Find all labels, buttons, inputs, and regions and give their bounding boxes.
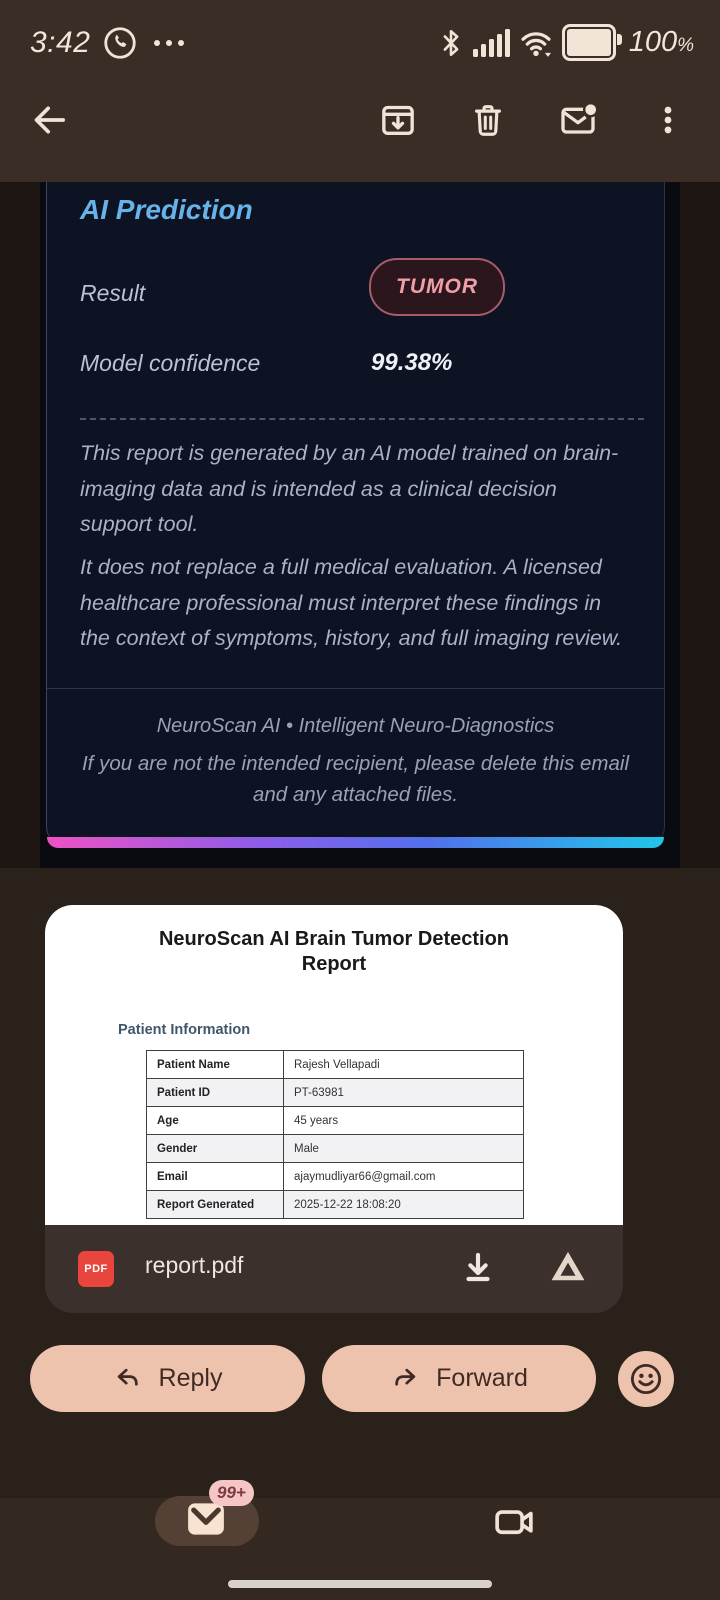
battery-percent: 100%: [628, 26, 694, 58]
confidence-label: Model confidence: [80, 350, 261, 376]
patient-table: [146, 1050, 524, 1219]
archive-button[interactable]: [376, 98, 420, 142]
dashed-divider: [80, 418, 644, 420]
result-label: Result: [80, 280, 146, 306]
email-content-card: [46, 182, 665, 848]
overflow-menu-button[interactable]: [646, 98, 690, 142]
forward-label: Forward: [436, 1364, 528, 1392]
table-row: Patient ID PT-63981: [147, 1078, 523, 1106]
reply-arrow-icon: [113, 1366, 143, 1392]
whatsapp-notification-icon: [102, 25, 138, 61]
disclaimer-paragraph-1: This report is generated by an AI model trained on brain-imaging data and is intended as a clinical decision support tool.: [80, 441, 619, 536]
top-chrome: [0, 0, 720, 182]
attachment-file-bar[interactable]: [45, 1225, 623, 1313]
signal-strength-icon: [472, 28, 510, 58]
footer-notice: If you are not the intended recipient, please delete this email and any attached files.: [81, 752, 629, 806]
video-camera-icon: [492, 1500, 536, 1544]
pdf-preview[interactable]: [45, 905, 623, 1225]
table-row: Patient Name Rajesh Vellapadi: [147, 1051, 523, 1078]
email-footer: [47, 688, 664, 837]
forward-arrow-icon: [390, 1366, 420, 1392]
disclaimer-paragraph-2: It does not replace a full medical evaluation. A licensed healthcare professional must interpret these findings in the context of symptoms, history, and full imaging review.: [80, 555, 623, 650]
email-body-scroll-area[interactable]: [40, 182, 680, 868]
table-row: Age 45 years: [147, 1106, 523, 1134]
pdf-file-icon: PDF: [78, 1251, 114, 1287]
pdf-report-title: NeuroScan AI Brain Tumor Detection Report: [158, 928, 510, 975]
mail-tab[interactable]: [155, 1483, 259, 1546]
download-attachment-button[interactable]: [455, 1245, 501, 1291]
mark-unread-button[interactable]: [556, 98, 600, 142]
emoji-reaction-button[interactable]: [618, 1351, 674, 1407]
unread-count-badge: 99+: [209, 1480, 254, 1506]
result-value-badge: TUMOR: [369, 258, 505, 316]
delete-button[interactable]: [466, 98, 510, 142]
reply-button[interactable]: [30, 1345, 305, 1412]
video-call-tab[interactable]: [490, 1498, 538, 1546]
smiley-icon: [627, 1360, 665, 1398]
footer-brand-line: NeuroScan AI • Intelligent Neuro-Diagnostics: [156, 715, 555, 737]
attachment-card[interactable]: [45, 905, 623, 1313]
save-to-drive-button[interactable]: [545, 1245, 591, 1291]
table-row: Email ajaymudliyar66@gmail.com: [147, 1162, 523, 1190]
back-button[interactable]: [26, 97, 72, 143]
confidence-value: 99.38%: [371, 349, 453, 376]
bluetooth-icon: [439, 28, 463, 58]
gesture-handle[interactable]: [228, 1580, 492, 1588]
attachment-filename: report.pdf: [145, 1252, 244, 1278]
wifi-icon: [519, 28, 553, 58]
more-notifications-icon: [154, 40, 184, 46]
table-row: Report Generated 2025-12-22 18:08:20: [147, 1190, 523, 1218]
email-section-title: AI Prediction: [80, 194, 253, 225]
patient-information-heading: Patient Information: [118, 1022, 251, 1038]
clock: 3:42: [30, 25, 91, 59]
bottom-navigation: [0, 1483, 720, 1600]
battery-icon: [562, 24, 616, 61]
status-bar: [0, 0, 720, 85]
table-row: Gender Male: [147, 1134, 523, 1162]
reply-label: Reply: [158, 1364, 223, 1392]
footer-gradient-bar: [47, 837, 664, 848]
forward-button[interactable]: [322, 1345, 596, 1412]
app-bar: [0, 85, 720, 155]
